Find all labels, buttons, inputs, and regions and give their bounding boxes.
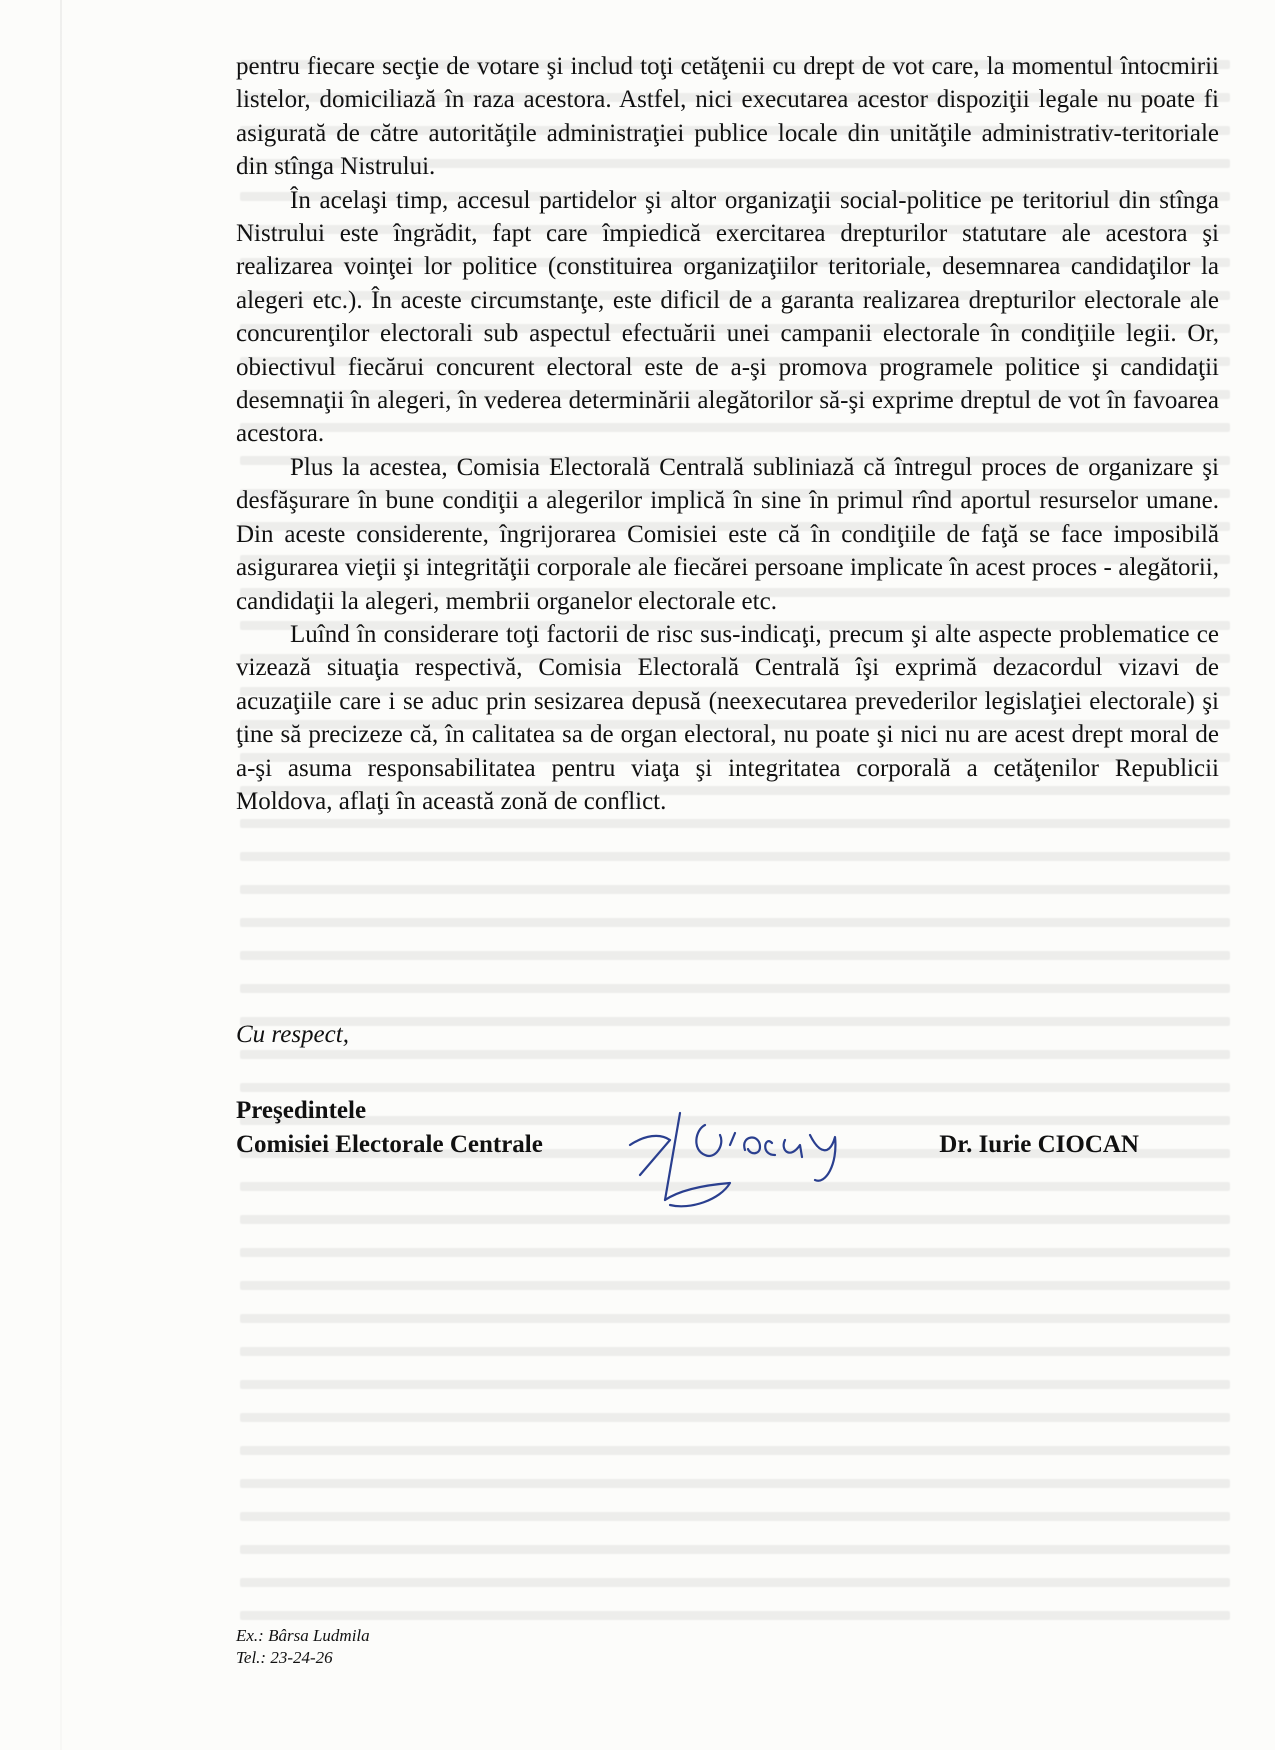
executor-name: Ex.: Bârsa Ludmila: [236, 1626, 370, 1645]
paragraph-2: În acelaşi timp, accesul partidelor şi altor organizaţii social-politice pe teritoriul din stînga Nistrului este îngrădit, fapt care împiedică exercitarea drepturilor statutare ale acestora şi realizarea voinţei lor politice (constituirea organizaţiilor teritoriale, desemnarea candidaţilor la alegeri etc.). În aceste circumstanţe, este dificil de a garanta realizarea drepturilor electorale ale concurenţilor electorali sub aspectul efectuării unei campanii electorale în condiţiile legii. Or, obiectivul fiecărui concurent electoral este de a-şi promova programele politice şi candidaţii desemnaţii în alegeri, în vederea determinării alegătorilor să-şi exprime dreptul de vot în favoarea acestora.: [236, 186, 1219, 448]
handwritten-signature: [610, 1105, 900, 1215]
paragraph-4: Luînd în considerare toţi factorii de risc sus-indicaţi, precum şi alte aspecte problematice ce vizează situaţia respectivă, Comisia Electorală Centrală îşi exprimă dezacordul vizavi de acuzaţiile care i se aduc prin sesizarea depusă (neexecutarea prevederilor legislaţiei electorale) şi ţine să precizeze că, în calitatea sa de organ electoral, nu poate şi nici nu are acest drept moral de a-şi asuma responsabilitatea pentru viaţa şi integritatea corporală a cetăţenilor Republicii Moldova, aflaţi în această zonă de conflict.: [236, 620, 1219, 815]
signatory-title-line2: Comisiei Electorale Centrale: [236, 1131, 543, 1158]
executor-phone: Tel.: 23-24-26: [236, 1648, 333, 1667]
signatory-name: Dr. Iurie CIOCAN: [939, 1131, 1139, 1158]
letter-body: [236, 50, 1219, 818]
document-footer: [236, 1625, 370, 1669]
paragraph-3: Plus la acestea, Comisia Electorală Centrală subliniază că întregul proces de organizare şi desfăşurare în bune condiţii a alegerilor implică în sine în primul rînd aportul resurselor umane. Din aceste considerente, îngrijorarea Comisiei este că în condiţiile de faţă se face imposibilă asigurarea vieţii şi integrităţii corporale ale fiecărei persoane implicate în acest proces - alegătorii, candidaţii la alegeri, membrii organelor electorale etc.: [236, 453, 1219, 615]
paragraph-1: pentru fiecare secţie de votare şi includ toţi cetăţenii cu drept de vot care, la momentul întocmirii listelor, domiciliază în raza acestora. Astfel, nici executarea acestor dispoziţii legale nu poate fi asigurată de către autorităţile administraţiei publice locale din unităţile administrativ-teritoriale din stînga Nistrului.: [236, 53, 1219, 181]
closing-salutation: Cu respect,: [236, 1021, 349, 1048]
paper-fold: [60, 0, 62, 1750]
signatory-title-line1: Preşedintele: [236, 1097, 367, 1124]
